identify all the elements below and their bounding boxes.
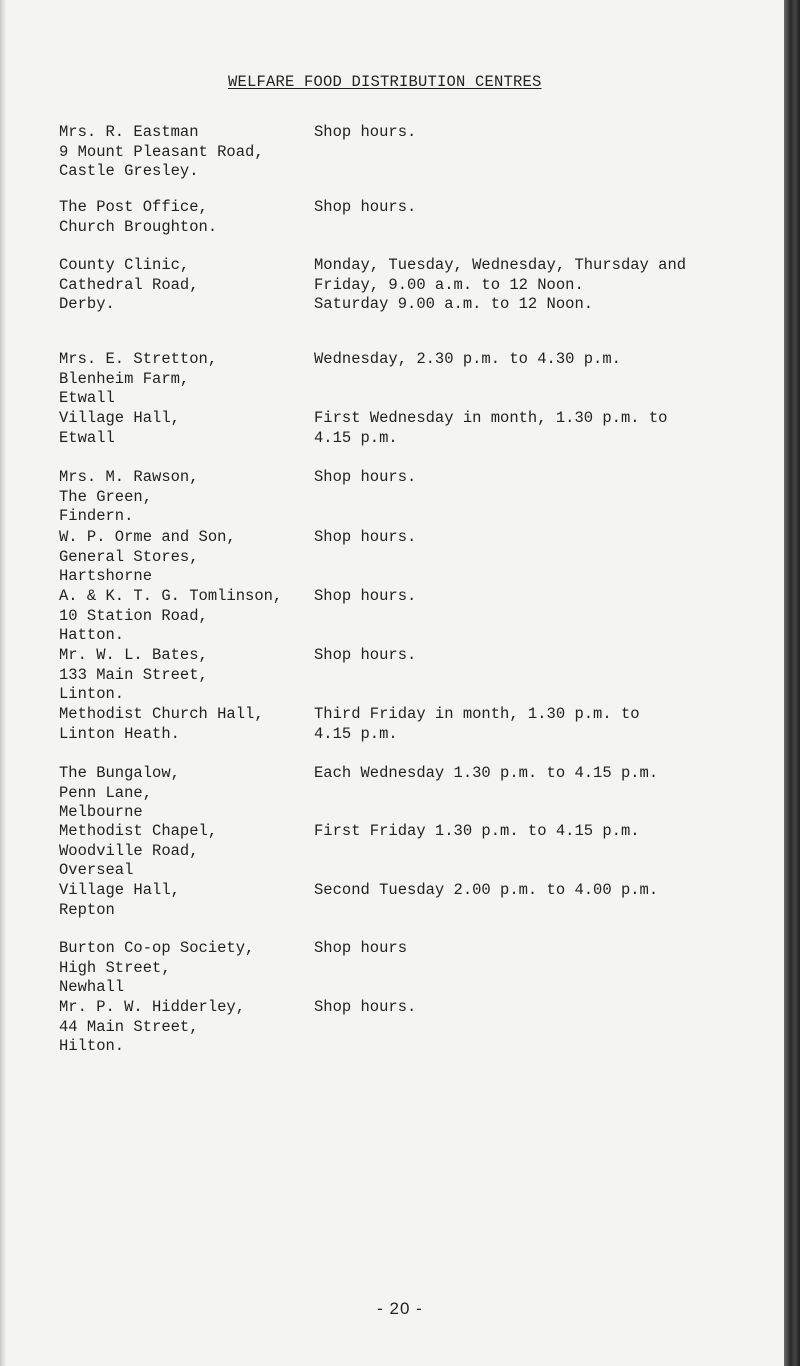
address-line: Overseal [59,861,134,879]
hours-line: Shop hours [314,939,408,957]
centre-entry [59,350,769,409]
hours-line: First Wednesday in month, 1.30 p.m. to [314,409,668,427]
centre-entry [59,881,769,920]
centre-address [59,822,314,881]
centre-hours [314,764,769,823]
hours-line: Shop hours. [314,468,417,486]
address-line: Linton Heath. [59,724,180,743]
centre-address [59,528,314,587]
centre-entry [59,998,769,1057]
centre-entry [59,468,769,527]
centre-address [59,998,314,1057]
address-line: Hatton. [59,626,125,644]
address-line: Findern. [59,507,134,525]
centre-hours [314,881,769,920]
hours-line: Shop hours. [314,998,417,1016]
centre-hours [314,998,769,1057]
page-number: - 20 - [377,1299,423,1318]
centre-address [59,409,314,448]
address-line: Woodville Road, [59,841,199,860]
address-line: Village Hall, [59,409,180,427]
centre-hours [314,409,769,448]
centre-hours [314,123,769,182]
address-line: Cathedral Road, [59,275,199,294]
centre-address [59,646,314,705]
address-line: 10 Station Road, [59,606,208,625]
address-line: W. P. Orme and Son, [59,528,236,546]
address-line: Village Hall, [59,881,180,899]
address-line: Newhall [59,978,125,996]
address-line: Castle Gresley. [59,162,199,180]
address-line: Derby. [59,295,115,313]
address-line: Mrs. M. Rawson, [59,468,199,486]
address-line: Penn Lane, [59,783,153,802]
address-line: Melbourne [59,803,143,821]
address-line: Linton. [59,685,125,703]
hours-line: First Friday 1.30 p.m. to 4.15 p.m. [314,822,640,840]
centre-hours [314,939,769,998]
centre-entry [59,409,769,448]
hours-line: Monday, Tuesday, Wednesday, Thursday and [314,256,687,274]
centre-address [59,939,314,998]
centre-entry [59,939,769,998]
centre-entry [59,587,769,646]
centre-hours [314,350,769,409]
hours-line: Shop hours. [314,123,417,141]
address-line: High Street, [59,958,171,977]
centre-address [59,705,314,744]
hours-line: Second Tuesday 2.00 p.m. to 4.00 p.m. [314,881,659,899]
address-line: Etwall [59,428,115,447]
page-right-edge [784,0,800,1366]
hours-line: Third Friday in month, 1.30 p.m. to [314,705,640,723]
address-line: County Clinic, [59,256,190,274]
hours-line: Shop hours. [314,528,417,546]
centre-hours [314,198,769,237]
address-line: Blenheim Farm, [59,369,190,388]
centre-entry [59,764,769,823]
address-line: Hilton. [59,1037,125,1055]
centre-address [59,256,314,315]
address-line: Etwall [59,389,115,407]
address-line: 9 Mount Pleasant Road, [59,142,264,161]
address-line: Mr. P. W. Hidderley, [59,998,246,1016]
centre-entry [59,528,769,587]
address-line: Burton Co-op Society, [59,939,255,957]
page-title: WELFARE FOOD DISTRIBUTION CENTRES [228,73,542,91]
address-line: The Bungalow, [59,764,180,782]
centre-address [59,881,314,920]
centre-hours [314,646,769,705]
hours-line: Friday, 9.00 a.m. to 12 Noon. [314,275,584,294]
address-line: Methodist Chapel, [59,822,218,840]
address-line: Mrs. R. Eastman [59,123,199,141]
address-line: Mr. W. L. Bates, [59,646,208,664]
centre-hours [314,822,769,881]
centre-entry [59,705,769,744]
hours-line: Each Wednesday 1.30 p.m. to 4.15 p.m. [314,764,659,782]
centre-entry [59,646,769,705]
centre-hours [314,528,769,587]
hours-line: Saturday 9.00 a.m. to 12 Noon. [314,295,594,313]
hours-line: 4.15 p.m. [314,724,398,743]
centre-address [59,350,314,409]
hours-line: Shop hours. [314,198,417,216]
address-line: 44 Main Street, [59,1017,199,1036]
address-line: Mrs. E. Stretton, [59,350,218,368]
centre-address [59,468,314,527]
address-line: The Post Office, [59,198,208,216]
address-line: Methodist Church Hall, [59,705,264,723]
address-line: Repton [59,900,115,919]
centre-address [59,123,314,182]
centre-hours [314,468,769,527]
centre-address [59,764,314,823]
address-line: The Green, [59,487,153,506]
centre-entry [59,123,769,182]
centre-entry [59,822,769,881]
centre-address [59,198,314,237]
address-line: A. & K. T. G. Tomlinson, [59,587,283,605]
hours-line: Wednesday, 2.30 p.m. to 4.30 p.m. [314,350,621,368]
address-line: 133 Main Street, [59,665,208,684]
centre-entry [59,256,769,315]
address-line: Hartshorne [59,567,153,585]
centre-entry [59,198,769,237]
page-left-shadow [0,0,6,1366]
address-line: General Stores, [59,547,199,566]
hours-line: Shop hours. [314,646,417,664]
centre-address [59,587,314,646]
centre-hours [314,256,769,315]
address-line: Church Broughton. [59,217,218,236]
hours-line: Shop hours. [314,587,417,605]
hours-line: 4.15 p.m. [314,428,398,447]
centre-hours [314,705,769,744]
centre-hours [314,587,769,646]
